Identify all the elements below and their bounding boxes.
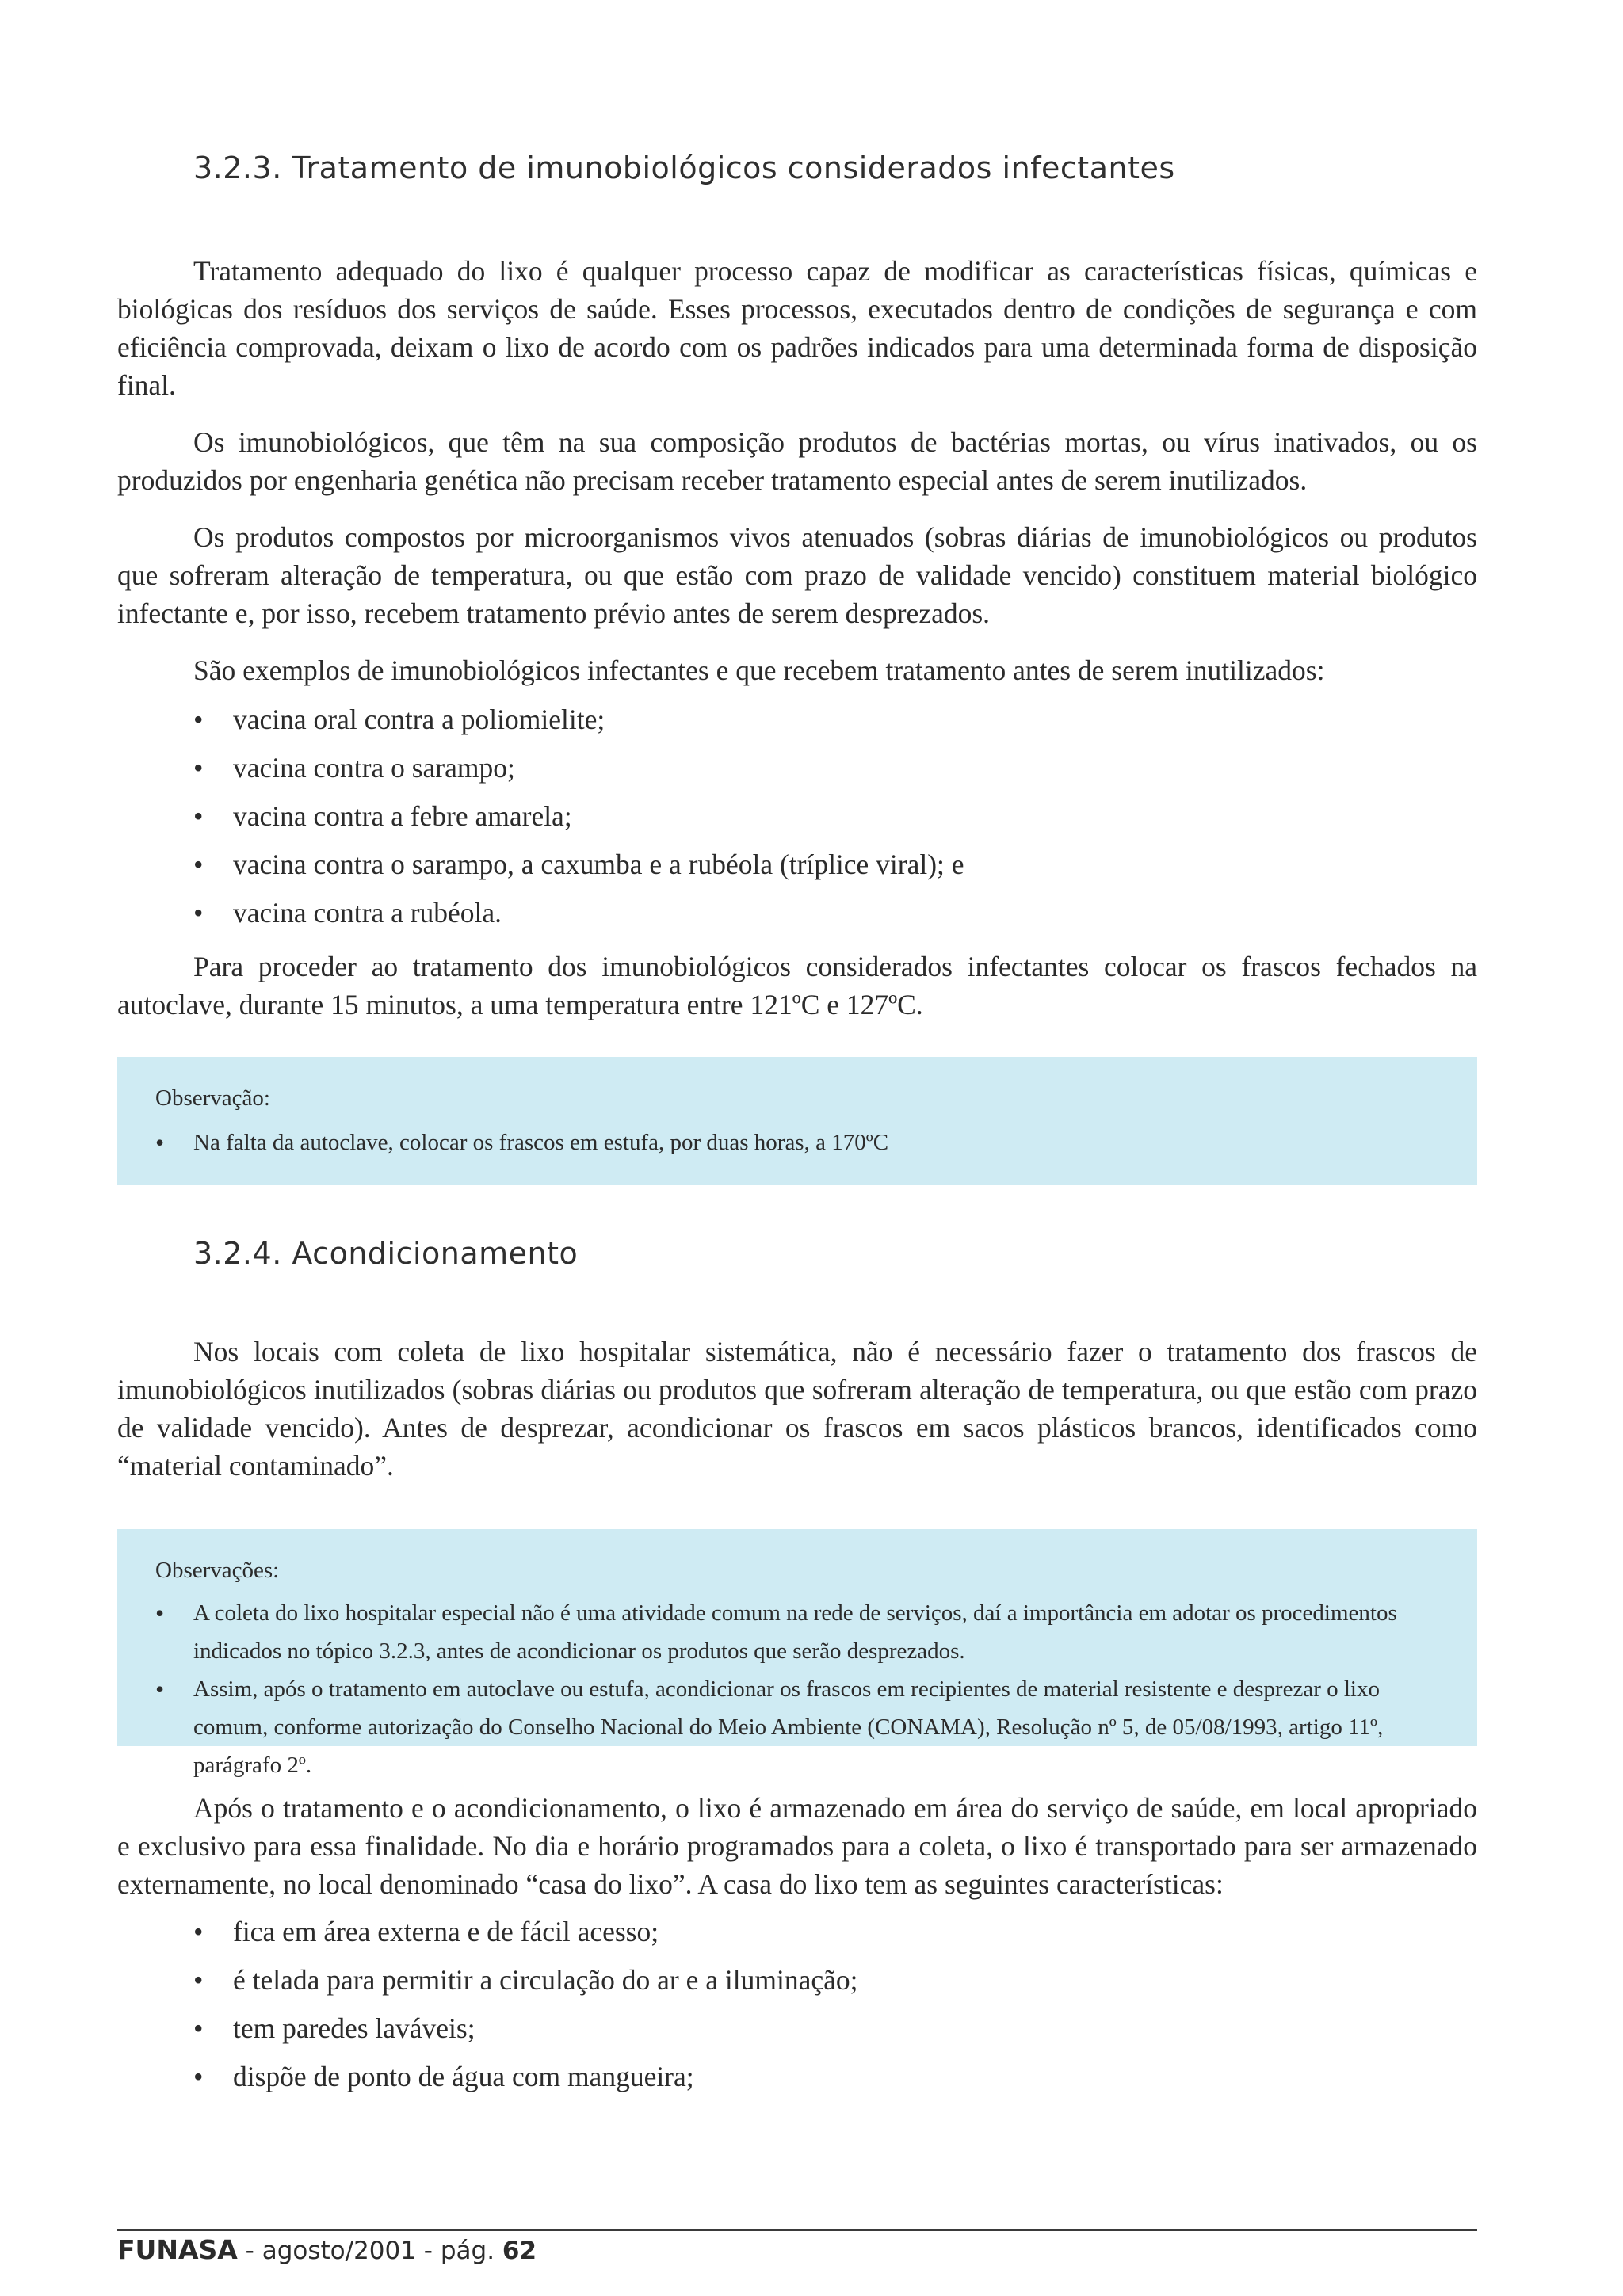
note-list	[155, 1594, 1438, 1784]
list-item: • tem paredes laváveis;	[117, 2009, 1477, 2058]
note-title: Observação:	[155, 1085, 270, 1111]
footer-brand: FUNASA	[117, 2234, 238, 2265]
note-item: • Na falta da autoclave, colocar os frascos em estufa, por duas horas, a 170ºC	[155, 1123, 1438, 1161]
bullet-icon: •	[193, 1916, 204, 1947]
note-box-observacoes	[117, 1529, 1477, 1778]
footer-date: - agosto/2001 - pág.	[237, 2237, 502, 2265]
list-item: • vacina contra a febre amarela;	[117, 797, 1477, 845]
list-item: • é telada para permitir a circulação do ar e a iluminação;	[117, 1961, 1477, 2009]
list-item: • fica em área externa e de fácil acesso;	[117, 1913, 1477, 1961]
bullet-icon: •	[155, 1599, 165, 1627]
waste-house-features-list	[117, 1913, 1477, 2106]
bullet-icon: •	[155, 1675, 165, 1703]
note-title: Observações:	[155, 1558, 280, 1583]
bullet-icon: •	[193, 704, 204, 735]
list-item: • vacina contra a rubéola.	[117, 894, 1477, 942]
paragraph-inactivated-products: Os imunobiológicos, que têm na sua composição produtos de bactérias mortas, ou vírus inativados, ou os produzidos por engenharia genética não precisam receber tratamento especial antes de serem inutilizados.	[117, 426, 1477, 496]
paragraph-treatment-definition: Tratamento adequado do lixo é qualquer processo capaz de modificar as características físicas, químicas e biológicas dos resíduos dos serviços de saúde. Esses processos, executados dentro de condições de segurança e com eficiência comprovada, deixam o lixo de acordo com os padrões indicados para uma determinada forma de disposição final.	[117, 255, 1477, 401]
bullet-icon: •	[193, 849, 204, 880]
note-box-observacao	[117, 1057, 1477, 1185]
bullet-icon: •	[155, 1128, 165, 1157]
section-heading-3-2-4: 3.2.4. Acondicionamento	[193, 1236, 579, 1271]
list-item: • dispõe de ponto de água com mangueira;	[117, 2058, 1477, 2106]
note-item: • Assim, após o tratamento em autoclave ou estufa, acondicionar os frascos em recipientes de material resistente e desprezar o lixo comum, conforme autorização do Conselho Nacional do Meio Ambiente (CONAMA), Resolução nº 5, de 05/08/1993, artigo 11º, parágrafo 2º.	[155, 1670, 1438, 1784]
list-item: • vacina contra o sarampo;	[117, 749, 1477, 797]
paragraph-hospital-collection: Nos locais com coleta de lixo hospitalar sistemática, não é necessário fazer o tratamento dos frascos de imunobiológicos inutilizados (sobras diárias ou produtos que sofreram alteração de temperatura, ou que estão com prazo de validade vencido). Antes de desprezar, acondicionar os frascos em sacos plásticos brancos, identificados como “material contaminado”.	[117, 1336, 1477, 1482]
paragraph-live-attenuated: Os produtos compostos por microorganismos vivos atenuados (sobras diárias de imunobiológicos ou produtos que sofreram alteração de temperatura, ou que estão com prazo de validade vencido) constituem material biológico infectante e, por isso, recebem tratamento prévio antes de serem desprezados.	[117, 521, 1477, 629]
list-item: • vacina oral contra a poliomielite;	[117, 700, 1477, 749]
paragraph-examples-intro: São exemplos de imunobiológicos infectantes e que recebem tratamento antes de serem inutilizados:	[193, 654, 1325, 686]
paragraph-autoclave-procedure: Para proceder ao tratamento dos imunobiológicos considerados infectantes colocar os frascos fechados na autoclave, durante 15 minutos, a uma temperatura entre 121ºC e 127ºC.	[117, 951, 1477, 1020]
note-item: • A coleta do lixo hospitalar especial não é uma atividade comum na rede de serviços, daí a importância em adotar os procedimentos indicados no tópico 3.2.3, antes de acondicionar os produtos que serão desprezados.	[155, 1594, 1438, 1670]
bullet-icon: •	[193, 1964, 204, 1996]
bullet-icon: •	[193, 752, 204, 784]
list-item: • vacina contra o sarampo, a caxumba e a rubéola (tríplice viral); e	[117, 845, 1477, 894]
section-heading-3-2-3: 3.2.3. Tratamento de imunobiológicos considerados infectantes	[193, 151, 1175, 185]
page-number: 62	[502, 2237, 537, 2265]
bullet-icon: •	[193, 2012, 204, 2044]
bullet-icon: •	[193, 800, 204, 832]
footer-divider	[117, 2229, 1477, 2231]
infectant-vaccines-list	[117, 700, 1477, 942]
bullet-icon: •	[193, 2061, 204, 2092]
paragraph-storage: Após o tratamento e o acondicionamento, o lixo é armazenado em área do serviço de saúde, em local apropriado e exclusivo para essa finalidade. No dia e horário programados para a coleta, o lixo é transportado para ser armazenado externamente, no local denominado “casa do lixo”. A casa do lixo tem as seguintes características:	[117, 1792, 1477, 1900]
page-footer	[117, 2234, 537, 2265]
bullet-icon: •	[193, 897, 204, 929]
note-list	[155, 1123, 1438, 1161]
